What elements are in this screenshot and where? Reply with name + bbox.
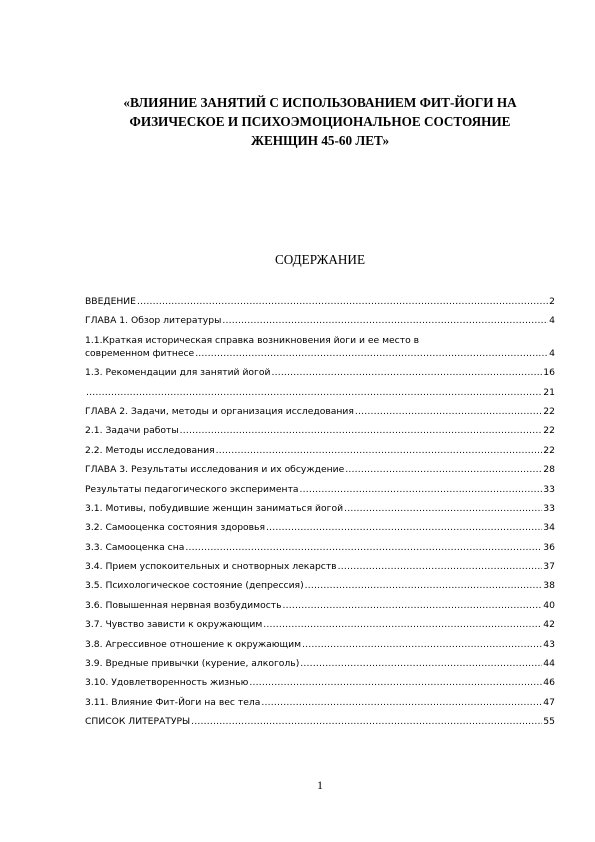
toc-entry [85, 521, 555, 534]
toc-entry-page: 22 [543, 444, 555, 456]
toc-entry [85, 314, 555, 327]
toc-entry [85, 502, 555, 515]
toc-entry [85, 579, 555, 592]
toc-entry-page: 4 [549, 315, 555, 327]
toc-entry-title: 3.9. Вредные привычки (курение, алкоголь) [85, 658, 300, 670]
toc-dot-leader [195, 347, 548, 360]
toc-entry [85, 715, 555, 728]
toc-dot-leader [300, 657, 542, 670]
toc-entry-title: ГЛАВА 3. Результаты исследования и их обсуждение [85, 464, 345, 476]
toc-entry-title: 3.5. Психологическое состояние (депрессия) [85, 580, 304, 592]
toc-entry-page: 43 [543, 638, 555, 650]
toc-entry [85, 483, 555, 496]
toc-entry-page: 46 [543, 677, 555, 689]
toc-dot-leader [355, 405, 542, 418]
toc-dot-leader [86, 386, 542, 399]
toc-entry [85, 386, 555, 399]
toc-heading: СОДЕРЖАНИЕ [274, 252, 366, 267]
toc-entry-page: 33 [543, 502, 555, 514]
toc-entry-title: ВВЕДЕНИЕ [85, 296, 136, 307]
toc-entry-page: 22 [543, 425, 555, 437]
toc-entry-page: 33 [543, 483, 555, 495]
toc-entry-page: 44 [543, 658, 555, 670]
toc-dot-leader [185, 541, 542, 554]
toc-dot-leader [345, 463, 542, 476]
toc-entry-page: 2 [549, 296, 555, 307]
table-of-contents [85, 295, 555, 735]
toc-entry [85, 405, 555, 418]
toc-dot-leader [180, 424, 543, 437]
toc-entry [85, 618, 555, 631]
toc-entry-page: 4 [549, 347, 555, 359]
toc-entry-title: 3.10. Удовлетворенность жизнью [85, 677, 249, 689]
toc-dot-leader [137, 295, 548, 308]
toc-entry [85, 560, 555, 573]
toc-entry-title: 2.2. Методы исследования [85, 444, 215, 456]
toc-entry-page: 34 [543, 522, 555, 534]
toc-entry-title: 3.7. Чувство зависти к окружающим [85, 619, 263, 631]
toc-entry [85, 696, 555, 709]
toc-entry-title: 3.1. Мотивы, побудившие женщин заниматься йогой [85, 502, 344, 514]
toc-entry-page: 38 [543, 580, 555, 592]
toc-entry-page: 42 [543, 619, 555, 631]
toc-entry [85, 541, 555, 554]
toc-entry [85, 599, 555, 612]
toc-dot-leader [338, 560, 543, 573]
toc-dot-leader [261, 696, 542, 709]
toc-dot-leader [263, 618, 542, 631]
toc-entry-page: 36 [543, 541, 555, 553]
toc-entry-title: 1.3. Рекомендации для занятий йогой [85, 367, 271, 379]
toc-entry [85, 444, 555, 457]
document-title [80, 93, 560, 150]
toc-entry-page: 16 [543, 367, 555, 379]
toc-dot-leader [191, 715, 542, 728]
toc-entry-title: ГЛАВА 2. Задачи, методы и организация исследования [85, 405, 354, 417]
toc-entry-title: ГЛАВА 1. Обзор литературы [85, 315, 222, 327]
toc-entry-title: современном фитнесе [85, 347, 195, 359]
toc-dot-leader [271, 366, 542, 379]
toc-dot-leader [222, 314, 548, 327]
toc-entry-title: 3.2. Самооценка состояния здоровья [85, 522, 265, 534]
toc-dot-leader [300, 483, 543, 496]
toc-entry [85, 424, 555, 437]
toc-entry [85, 295, 555, 308]
toc-dot-leader [283, 599, 543, 612]
title-line: ФИЗИЧЕСКОЕ И ПСИХОЭМОЦИОНАЛЬНОЕ СОСТОЯНИЕ [129, 114, 511, 129]
toc-entry-title: СПИСОК ЛИТЕРАТУРЫ [85, 716, 191, 728]
toc-entry [85, 334, 555, 360]
toc-entry-page: 28 [543, 464, 555, 476]
toc-entry [85, 657, 555, 670]
toc-entry [85, 638, 555, 651]
toc-entry-page: 40 [543, 599, 555, 611]
toc-entry-title: 2.1. Задачи работы [85, 425, 179, 437]
toc-entry-page: 21 [543, 386, 555, 398]
toc-dot-leader [216, 444, 543, 457]
toc-entry-title: 3.6. Повышенная нервная возбудимость [85, 599, 282, 611]
toc-dot-leader [302, 638, 542, 651]
toc-entry [85, 463, 555, 476]
toc-dot-leader [344, 502, 542, 515]
toc-entry [85, 366, 555, 379]
toc-entry-page: 55 [543, 716, 555, 728]
toc-entry-title-line1: 1.1.Краткая историческая справка возникновения йоги и ее место в [85, 334, 420, 346]
toc-entry-title: Результаты педагогического эксперимента [85, 483, 299, 495]
title-line: ЖЕНЩИН 45-60 ЛЕТ» [250, 133, 390, 148]
toc-entry [85, 676, 555, 689]
toc-dot-leader [305, 579, 543, 592]
toc-entry-title: 3.3. Самооценка сна [85, 541, 185, 553]
page-number: 1 [317, 778, 323, 792]
toc-dot-leader [249, 676, 542, 689]
toc-entry-page: 22 [543, 405, 555, 417]
toc-dot-leader [266, 521, 542, 534]
toc-entry-page: 37 [543, 561, 555, 573]
title-line: «ВЛИЯНИЕ ЗАНЯТИЙ С ИСПОЛЬЗОВАНИЕМ ФИТ-ЙОГИ НА [123, 95, 517, 110]
toc-entry-page: 47 [543, 696, 555, 708]
toc-entry-title: 3.8. Агрессивное отношение к окружающим [85, 638, 302, 650]
toc-entry-title: 3.11. Влияние Фит-Йоги на вес тела [85, 696, 261, 708]
toc-entry-title: 3.4. Прием успокоительных и снотворных лекарств [85, 561, 337, 573]
